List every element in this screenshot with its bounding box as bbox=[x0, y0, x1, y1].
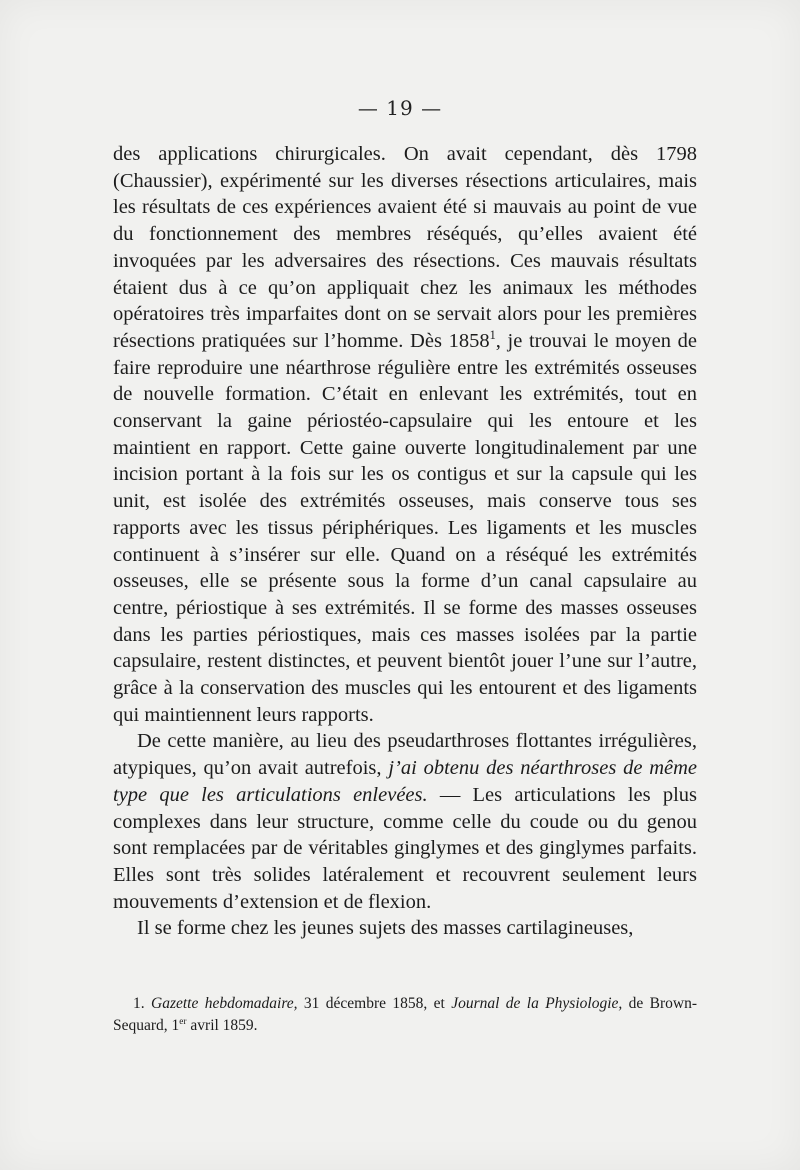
paragraph-3-text: Il se forme chez les jeunes sujets des masses cartilagineuses, bbox=[137, 917, 634, 940]
footnote-text-2: de Brown-Sequard, 1 bbox=[113, 995, 697, 1034]
footnote-sup: er bbox=[179, 1016, 187, 1027]
paragraph-1-text-after: , je trouvai le moyen de faire reproduire une néarthrose régulière entre les extrémités osseuses de nouvelle formation. C’était en enlevant les extrémités, tout en conservant la gaine périostéo-capsulaire qui les entoure et les maintient en rapport. Cette gaine ouverte longitudinalement par une incision portant à la fois sur les os contigus et sur la capsule qui les unit, est isolée des extrémités osseuses, mais conserve tous ses rapports avec les tissus périphériques. Les ligaments et les muscles continuent à s’insérer sur elle. Quand on a réséqué les extrémités osseuses, elle se présente sous la forme d’un canal capsulaire au centre, périostique à ses extrémités. Il se forme des masses osseuses dans les parties périostiques, mais ces masses isolées par la partie capsulaire, restent distinctes, et peuvent bientôt jouer l’une sur l’autre, grâce à la conservation des muscles qui les entourent et des ligaments qui maintiennent leurs rapports. bbox=[113, 329, 697, 726]
footnote-text-1: 31 décembre 1858, et bbox=[297, 995, 452, 1012]
page-number: — 19 — bbox=[357, 96, 443, 120]
footnote-ref: 1 bbox=[489, 328, 496, 343]
paragraph-1-text: des applications chirurgicales. On avait cependant, dès 1798 (Chaussier), expérimenté sur les diverses résections articulaires, mais les résultats de ces expériences avaient été si mauvais au point de vue du fonctionnement des membres réséqués, qu’elles avaient été invoquées par les adversaires des résections. Ces mauvais résultats étaient dus à ce qu’on appliquait chez les animaux les méthodes opératoires très imparfaites dont on se servait alors pour les premières résections pratiquées sur l’homme. Dès 1858 bbox=[113, 143, 697, 352]
body-text bbox=[113, 141, 697, 942]
paragraph-3 bbox=[113, 915, 697, 942]
footnote bbox=[113, 993, 697, 1037]
footnote-number: 1. bbox=[133, 995, 145, 1012]
paragraph-2 bbox=[113, 728, 697, 915]
footnote-text-3: avril 1859. bbox=[186, 1017, 258, 1034]
paragraph-2-italic: j’ai obtenu des néarthroses de même type que les articulations enlevées. bbox=[113, 757, 698, 806]
paragraph-2-text-before: De cette manière, au lieu des pseudarthroses flottantes irrégulières, atypiques, qu’on avait autrefois, bbox=[113, 730, 697, 780]
paragraph-1 bbox=[113, 141, 697, 728]
paragraph-2-text-after: — Les articulations les plus complexes dans leur structure, comme celle du coude ou du genou sont remplacées par de véritables ginglymes et des ginglymes parfaits. Elles sont très solides latéralement et recouvrent seulement leurs mouvements d’extension et de flexion. bbox=[113, 783, 698, 913]
footnote-italic-1: Gazette hebdomadaire, bbox=[151, 995, 298, 1012]
footnote-italic-2: Journal de la Physiologie, bbox=[451, 995, 623, 1012]
